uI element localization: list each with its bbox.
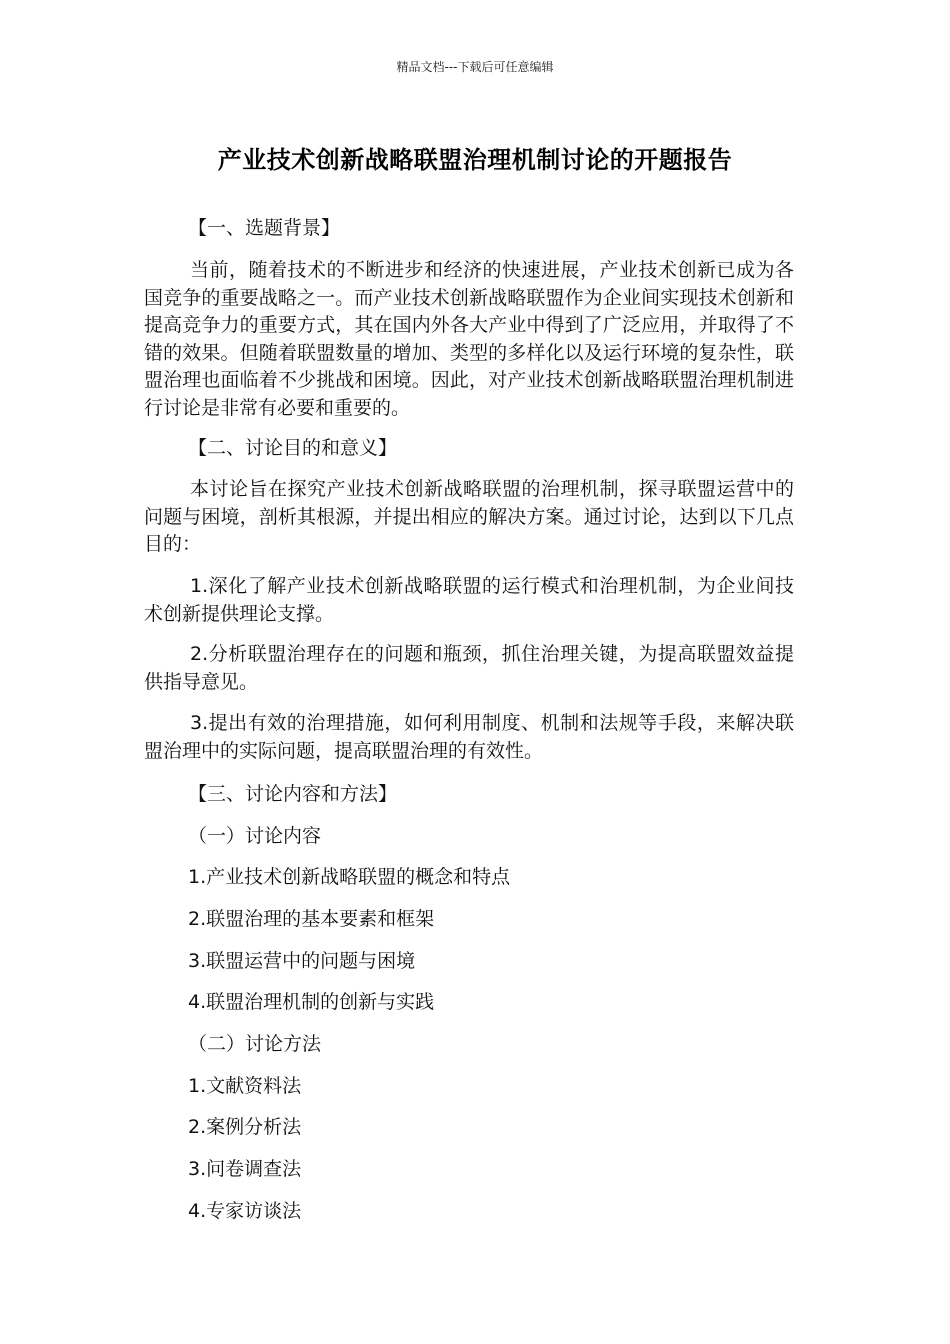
header-note: 精品文档---下载后可任意编辑 — [396, 60, 554, 74]
content-item: 4.联盟治理机制的创新与实践 — [188, 991, 435, 1013]
section-heading-content-method: 【三、讨论内容和方法】 — [188, 783, 398, 805]
goal-item: 1.深化了解产业技术创新战略联盟的运行模式和治理机制，为企业间技术创新提供理论支撑。 — [144, 575, 794, 625]
content-item: 3.联盟运营中的问题与困境 — [188, 950, 416, 972]
section-heading-background: 【一、选题背景】 — [188, 217, 341, 239]
method-item: 3.问卷调查法 — [188, 1158, 302, 1180]
method-item: 4.专家访谈法 — [188, 1200, 302, 1222]
section-heading-purpose: 【二、讨论目的和意义】 — [188, 437, 398, 459]
goal-item: 3.提出有效的治理措施，如何利用制度、机制和法规等手段，来解决联盟治理中的实际问题，提高联盟治理的有效性。 — [144, 712, 794, 762]
paragraph-background: 当前，随着技术的不断进步和经济的快速进展，产业技术创新已成为各国竞争的重要战略之一。而产业技术创新战略联盟作为企业间实现技术创新和提高竞争力的重要方式，其在国内外各大产业中得到了广泛应用，并取得了不错的效果。但随着联盟数量的增加、类型的多样化以及运行环境的复杂性，联盟治理也面临着不少挑战和困境。因此，对产业技术创新战略联盟治理机制进行讨论是非常有必要和重要的。 — [144, 259, 794, 419]
content-item: 2.联盟治理的基本要素和框架 — [188, 908, 435, 930]
content-item: 1.产业技术创新战略联盟的概念和特点 — [188, 866, 511, 888]
subheading-content: （一）讨论内容 — [188, 825, 322, 847]
method-item: 2.案例分析法 — [188, 1116, 302, 1138]
paragraph-purpose: 本讨论旨在探究产业技术创新战略联盟的治理机制，探寻联盟运营中的问题与困境，剖析其根源，并提出相应的解决方案。通过讨论，达到以下几点目的： — [144, 478, 794, 555]
method-item: 1.文献资料法 — [188, 1075, 302, 1097]
goal-item: 2.分析联盟治理存在的问题和瓶颈，抓住治理关键，为提高联盟效益提供指导意见。 — [144, 643, 794, 693]
document-title: 产业技术创新战略联盟治理机制讨论的开题报告 — [217, 146, 733, 174]
subheading-method: （二）讨论方法 — [188, 1033, 322, 1055]
